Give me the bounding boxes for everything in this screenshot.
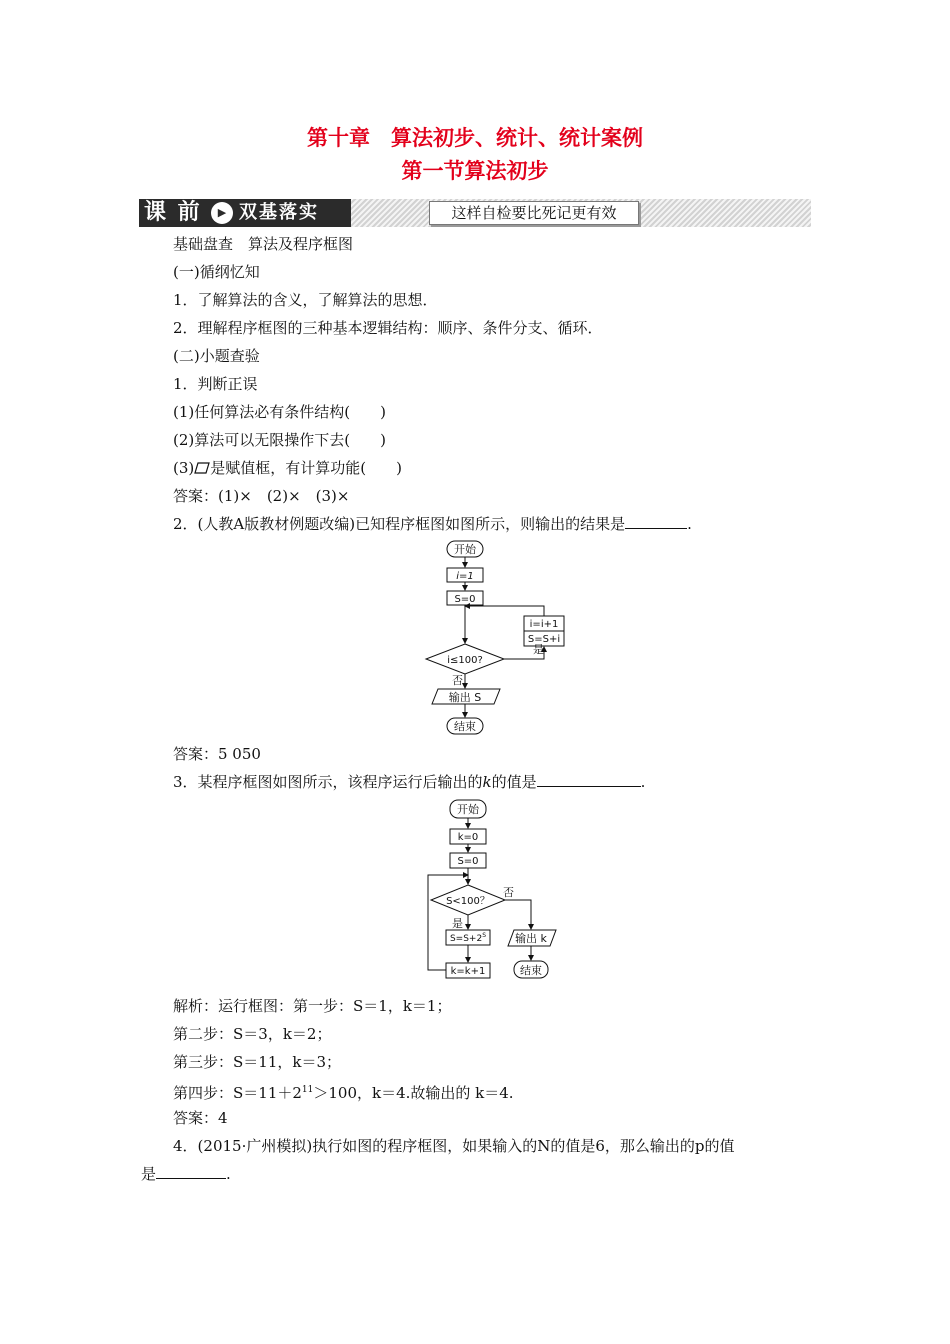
heading: 基础盘查 算法及程序框图 <box>173 235 354 253</box>
end-label: 结束 <box>454 720 476 733</box>
question-2 <box>173 514 692 534</box>
answer-blank <box>625 514 687 529</box>
question-3-text-a: 3．某程序框图如图所示，该程序运行后输出的 <box>173 773 483 791</box>
question-1-item-2: (2)算法可以无限操作下去( ) <box>173 431 386 449</box>
banner-main-label: 课 前 <box>144 200 202 225</box>
solution-line-2: 第二步：S＝3，k＝2； <box>173 1025 332 1043</box>
update-s-label: S=S+i <box>527 634 561 645</box>
update-k-label: k=k+1 <box>450 966 486 977</box>
question-1-item-1: (1)任何算法必有条件结构( ) <box>173 403 386 421</box>
question-3-text-b: 的值是 <box>491 773 537 791</box>
condition-label: S<100？ <box>446 896 490 907</box>
section-title: 第一节算法初步 <box>401 159 549 183</box>
play-arrow-icon: ▶ <box>211 202 233 224</box>
solution-4-a: 第四步：S＝11＋2 <box>173 1084 302 1102</box>
condition-label: i≤100? <box>447 655 483 666</box>
answer-blank <box>537 772 641 787</box>
question-1-answer: 答案：(1)× (2)× (3)× <box>173 487 350 505</box>
init-k-label: k=0 <box>457 832 479 843</box>
output-label: 输出 k <box>515 932 547 945</box>
banner-slogan: 这样自检要比死记更有效 <box>429 201 639 225</box>
question-2-text: 2．(人教A版教材例题改编)已知程序框图如图所示，则输出的结果是 <box>173 515 626 533</box>
start-label: 开始 <box>454 543 476 556</box>
update-s-label: $S=S+2^S$ <box>449 932 487 944</box>
question-3-period: . <box>640 773 646 791</box>
part1-label: (一)循纲忆知 <box>173 263 260 281</box>
item-3-text: 是赋值框，有计算功能( ) <box>210 459 402 477</box>
solution-4-b: ＞100，k＝4.故输出的 k＝4. <box>313 1084 514 1102</box>
start-label: 开始 <box>457 803 479 816</box>
question-3 <box>173 772 645 792</box>
end-label: 结束 <box>520 964 542 977</box>
question-3-answer: 答案：4 <box>173 1109 228 1127</box>
question-1-title: 1．判断正误 <box>173 375 258 393</box>
flowchart-2 <box>420 796 570 986</box>
yes-label: 是 <box>533 643 544 656</box>
question-4-period: . <box>226 1165 231 1183</box>
question-4-text: 是 <box>141 1165 157 1183</box>
init-s-label: S=0 <box>457 856 479 867</box>
flowchart-1 <box>420 538 590 738</box>
objective-1: 1．了解算法的含义，了解算法的思想． <box>173 291 438 309</box>
question-4-line-1: 4．(2015·广州模拟)执行如图的程序框图，如果输入的N的值是6，那么输出的p的值 <box>173 1137 735 1155</box>
solution-line-4 <box>173 1080 514 1103</box>
no-label: 否 <box>503 886 514 899</box>
banner-left-block <box>139 199 351 227</box>
solution-4-exponent: 11 <box>301 1085 314 1095</box>
init-i-label: i=1 <box>456 571 474 582</box>
question-4-line-2 <box>141 1164 231 1184</box>
update-i-label: i=i+1 <box>529 619 559 630</box>
question-2-answer: 答案：5 050 <box>173 745 261 763</box>
init-s-label: S=0 <box>454 594 476 605</box>
question-2-period: . <box>687 515 692 533</box>
solution-line-3: 第三步：S＝11，k＝3； <box>173 1053 341 1071</box>
item-3-prefix: (3) <box>173 459 195 477</box>
solution-line-1: 解析：运行框图：第一步：S＝1，k＝1； <box>173 997 452 1015</box>
chapter-title: 第十章 算法初步、统计、统计案例 <box>307 126 643 150</box>
question-3-var: k <box>482 773 492 791</box>
yes-label: 是 <box>452 917 463 930</box>
part2-label: (二)小题查验 <box>173 347 260 365</box>
no-label: 否 <box>452 674 463 687</box>
question-1-item-3 <box>173 458 402 478</box>
answer-blank <box>156 1164 226 1179</box>
objective-2: 2．理解程序框图的三种基本逻辑结构：顺序、条件分支、循环． <box>173 319 603 337</box>
output-label: 输出 S <box>448 691 482 704</box>
parallelogram-icon <box>194 462 210 474</box>
section-banner <box>139 199 811 227</box>
banner-sub-label: 双基落实 <box>239 202 319 223</box>
